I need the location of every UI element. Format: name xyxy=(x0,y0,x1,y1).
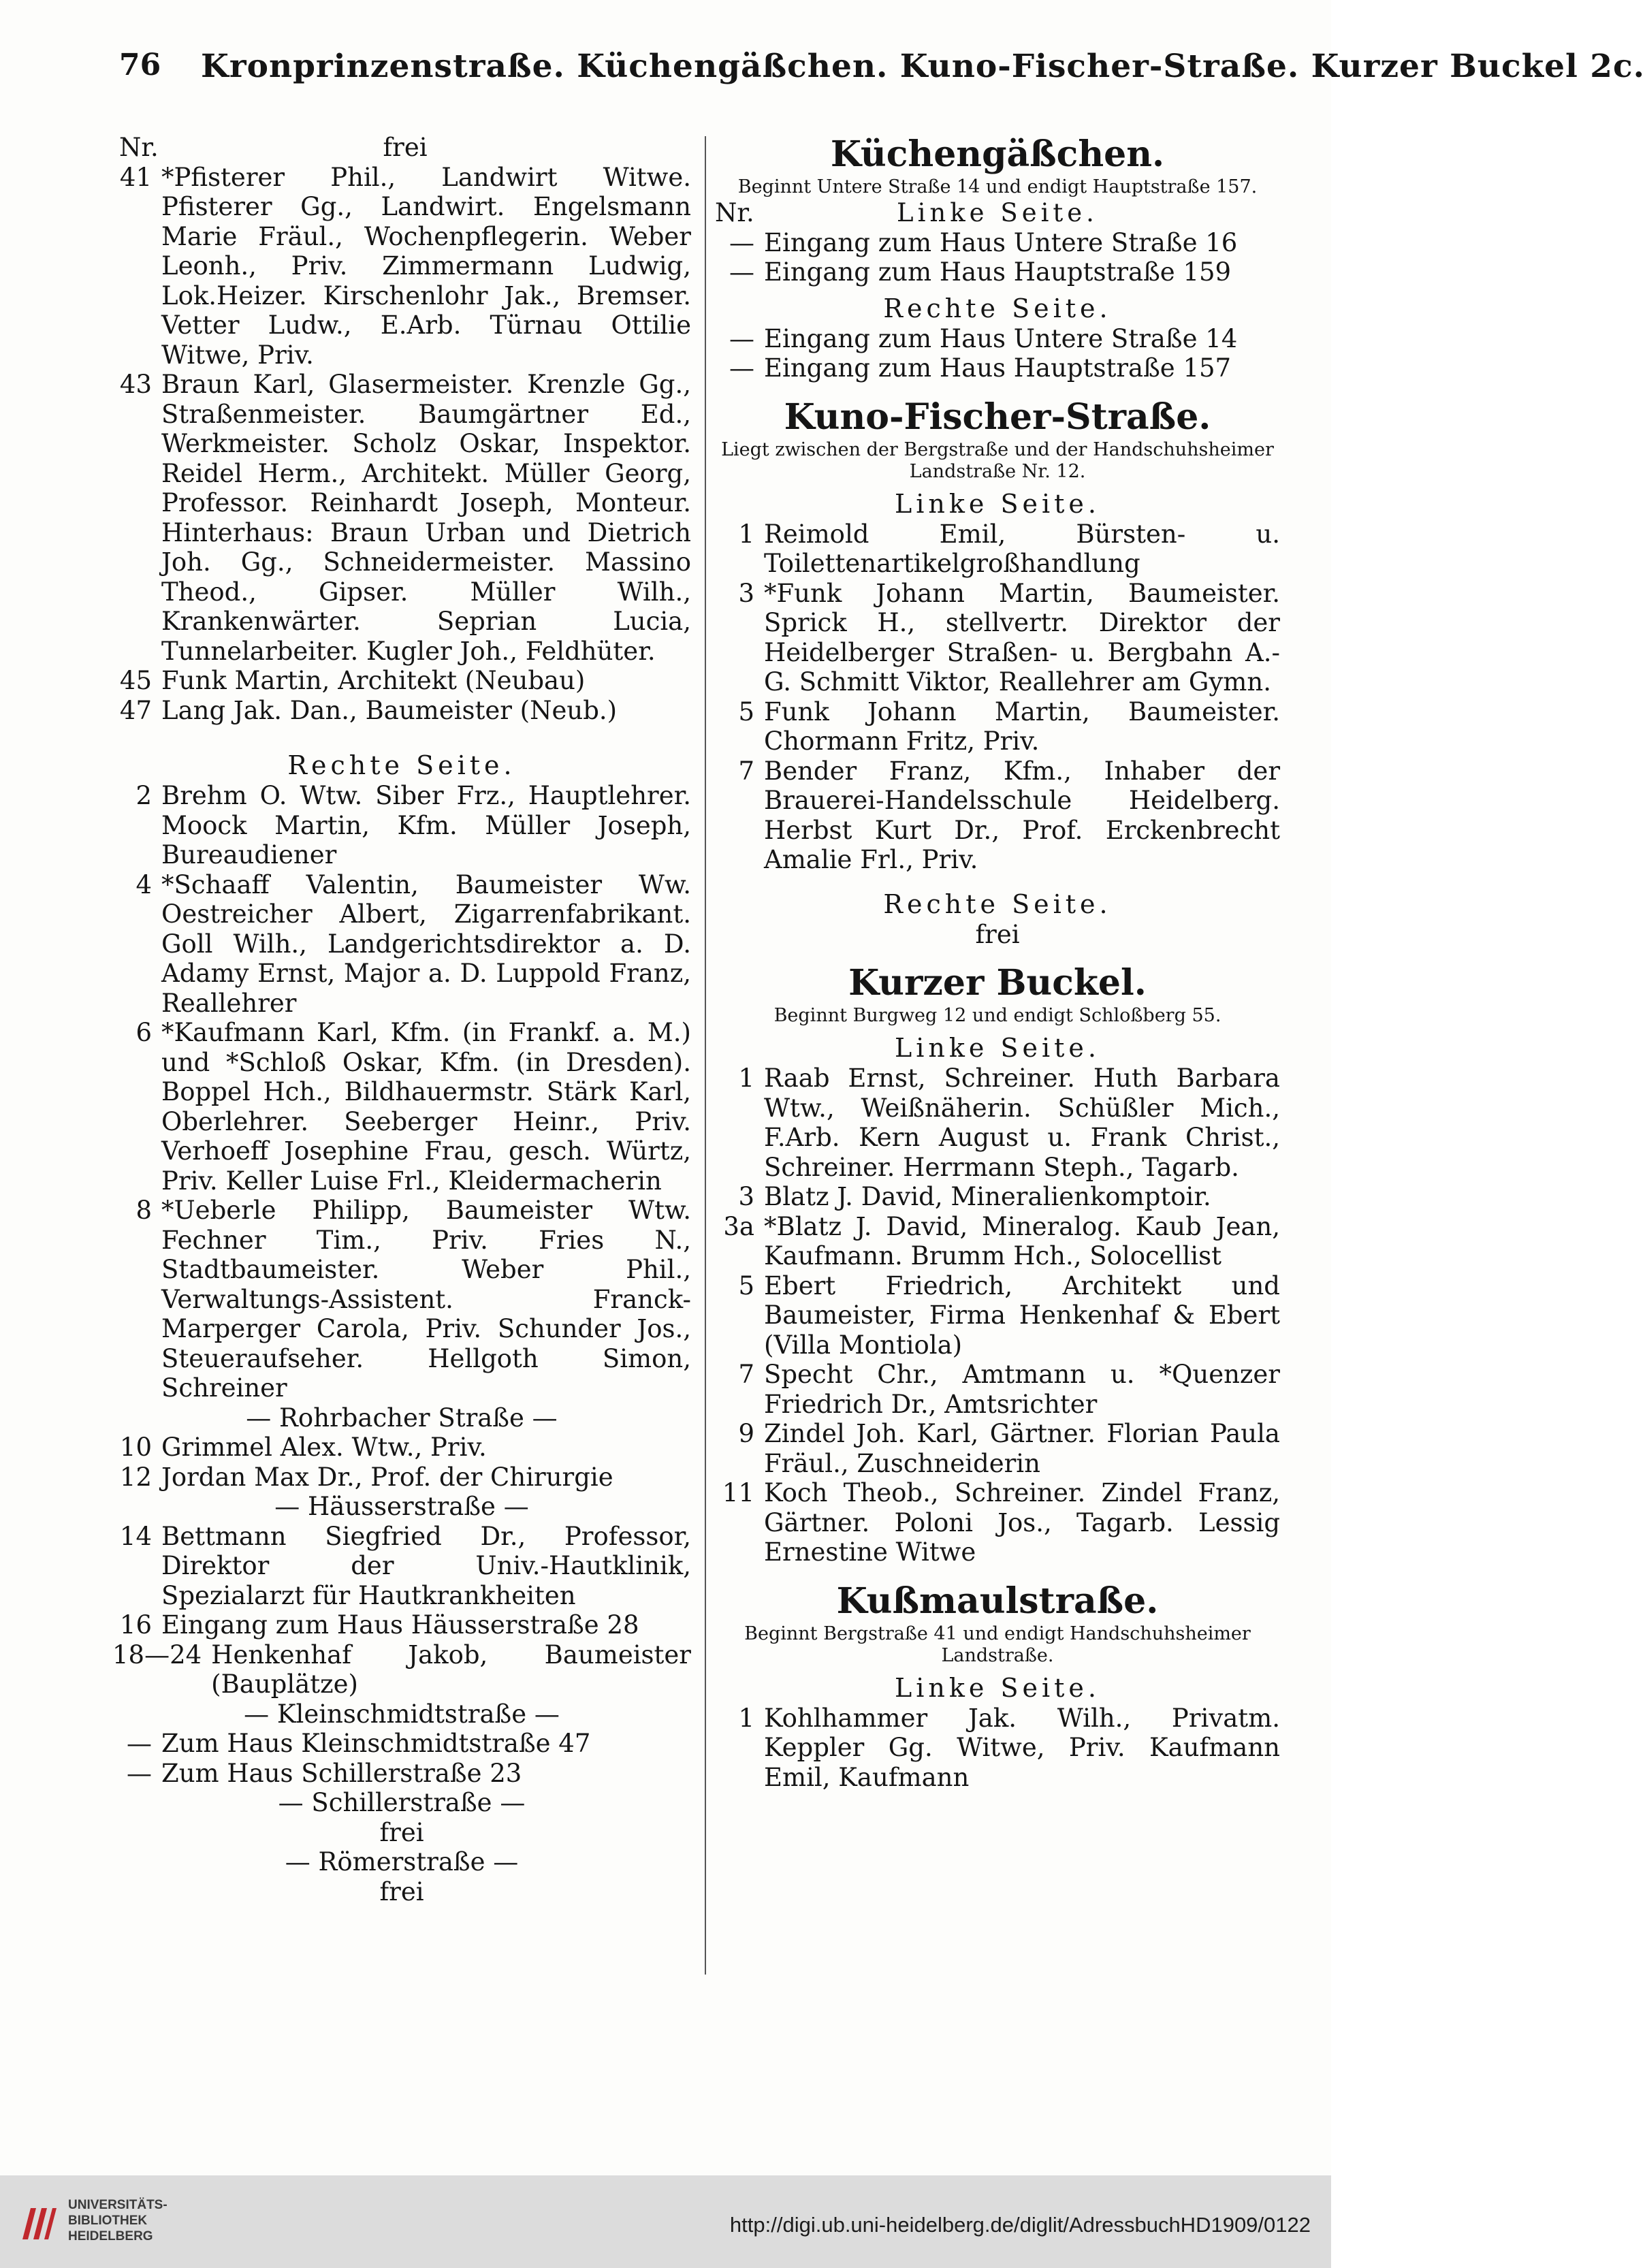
resident-text: Reimold Emil, Bürsten- u. Toilettenartikelgroßhandlung xyxy=(764,519,1280,578)
house-number: 18—24 xyxy=(112,1640,202,1670)
house-number: 14 xyxy=(119,1521,152,1551)
street-heading-kurzer-buckel: Kurzer Buckel. xyxy=(848,962,1147,1004)
address-entry xyxy=(112,1196,691,1403)
house-number: 7 xyxy=(738,756,754,786)
house-number: 47 xyxy=(119,695,152,725)
resident-text: Eingang zum Haus Häusserstraße 28 xyxy=(161,1610,639,1640)
address-entry xyxy=(715,1478,1280,1567)
house-number: 3 xyxy=(738,578,754,608)
linke-seite-heading: Linke Seite. xyxy=(895,1033,1100,1063)
linke-seite-heading: Linke Seite. xyxy=(895,1672,1100,1703)
section-separator: — Römerstraße — xyxy=(285,1847,519,1876)
address-entry xyxy=(715,756,1280,875)
address-entry xyxy=(715,1182,1280,1212)
section-separator: — Kleinschmidtstraße — xyxy=(244,1699,560,1729)
entry-list xyxy=(715,1704,1280,1793)
house-number: 1 xyxy=(738,1703,754,1733)
house-number: 11 xyxy=(722,1478,754,1507)
address-entry xyxy=(715,697,1280,756)
address-entry xyxy=(112,1463,691,1492)
section-separator: — Schillerstraße — xyxy=(278,1788,526,1817)
house-number: 10 xyxy=(119,1433,152,1462)
street-heading-kuno-fischer-strasse: Kuno-Fischer-Straße. xyxy=(784,396,1211,438)
university-library-logo-icon xyxy=(17,2203,59,2245)
page-header xyxy=(119,48,1645,102)
resident-text: *Funk Johann Martin, Baumeister. Sprick H., stellvertr. Direktor der Heidelberger Straßen- u. Bergbahn A.-G. Schmitt Viktor, Reallehrer am Gymn. xyxy=(764,578,1280,697)
resident-text: Eingang zum Haus Untere Straße 16 xyxy=(764,227,1238,257)
house-number: 16 xyxy=(119,1610,152,1640)
nr-label: Nr. xyxy=(715,198,754,227)
resident-text: *Schaaff Valentin, Baumeister Ww. Oestreicher Albert, Zigarrenfabrikant. Goll Wilh., Landgerichtsdirektor a. D. Adamy Ernst, Major a. D. Luppold Franz, Reallehrer xyxy=(161,869,691,1018)
address-entry xyxy=(112,870,691,1019)
resident-text: Blatz J. David, Mineralienkomptoir. xyxy=(764,1182,1211,1211)
address-entry xyxy=(715,1419,1280,1478)
resident-text: *Pfisterer Phil., Landwirt Witwe. Pfisterer Gg., Landwirt. Engelsmann Marie Fräul., Wochenpflegerin. Weber Leonh., Priv. Zimmermann Ludwig, Lok.Heizer. Kirschenlohr Jak., Bremser. Vetter Ludw., E.Arb. Türnau Ottilie Witwe, Priv. xyxy=(161,162,691,370)
house-number: 1 xyxy=(738,1064,754,1093)
running-title: Kronprinzenstraße. Küchengäßchen. Kuno-Fischer-Straße. Kurzer Buckel 2c. xyxy=(201,48,1645,85)
frei-label: frei xyxy=(975,919,1020,949)
house-number: 2 xyxy=(135,781,152,810)
nr-label: Nr. xyxy=(119,133,159,162)
street-description: Beginnt Untere Straße 14 und endigt Hauptstraße 157. xyxy=(737,176,1258,197)
address-entry xyxy=(112,1433,691,1463)
house-number: 12 xyxy=(119,1462,152,1492)
resident-text: Brehm O. Wtw. Siber Frz., Hauptlehrer. Moock Martin, Kfm. Müller Joseph, Bureaudiener xyxy=(161,781,691,869)
house-number: 3 xyxy=(738,1182,754,1211)
linke-seite-heading: Linke Seite. xyxy=(897,198,1098,227)
street-description: Liegt zwischen der Bergstraße und der Handschuhsheimer Landstraße Nr. 12. xyxy=(721,438,1274,482)
entry-list xyxy=(715,1064,1280,1567)
resident-text: Grimmel Alex. Wtw., Priv. xyxy=(161,1433,487,1462)
house-number: 5 xyxy=(738,697,754,726)
house-number: — xyxy=(127,1729,152,1758)
house-number: — xyxy=(729,257,754,287)
resident-text: *Kaufmann Karl, Kfm. (in Frankf. a. M.) und *Schloß Oskar, Kfm. (in Dresden). Boppel Hch., Bildhauermstr. Stärk Karl, Oberlehrer. Seeberger Heinr., Priv. Verhoeff Josephine Frau, gesch. Würtz, Priv. Keller Luise Frl., Kleidermacherin xyxy=(161,1018,691,1196)
resident-text: *Blatz J. David, Mineralog. Kaub Jean, Kaufmann. Brumm Hch., Solocellist xyxy=(764,1211,1280,1271)
address-entry xyxy=(715,228,1280,258)
house-number: — xyxy=(729,323,754,353)
library-name xyxy=(68,2197,167,2244)
resident-text: Braun Karl, Glasermeister. Krenzle Gg., Straßenmeister. Baumgärtner Ed., Werkmeister. Scholz Oskar, Inspektor. Reidel Herm., Architekt. Müller Georg, Professor. Reinhardt Joseph, Monteur. Hinterhaus: Braun Urban und Dietrich Joh. Gg., Schneidermeister. Massino Theod., Gipser. Müller Wilh., Krankenwärter. Seprian Lucia, Tunnelarbeiter. Kugler Joh., Feldhüter. xyxy=(161,370,691,666)
house-number: 7 xyxy=(738,1360,754,1389)
rechte-seite-heading: Rechte Seite. xyxy=(287,750,516,780)
rechte-seite-heading: Rechte Seite. xyxy=(883,889,1112,919)
left-entry-list xyxy=(112,163,691,726)
street-description: Beginnt Burgweg 12 und endigt Schloßberg 55. xyxy=(773,1005,1221,1026)
resident-text: Raab Ernst, Schreiner. Huth Barbara Wtw., Weißnäherin. Schüßler Mich., F.Arb. Kern August u. Frank Christ., Schreiner. Herrmann Steph., Tagarb. xyxy=(764,1064,1280,1182)
library-name-line: HEIDELBERG xyxy=(68,2229,153,2243)
address-entry xyxy=(112,1759,691,1789)
house-number: 3a xyxy=(723,1211,754,1241)
nr-header-row xyxy=(715,198,1280,228)
right-column xyxy=(715,133,1280,1792)
address-entry xyxy=(715,1704,1280,1793)
section-separator: frei xyxy=(379,1876,424,1906)
house-number: 8 xyxy=(135,1196,152,1225)
house-number: 45 xyxy=(119,666,152,695)
house-number: 41 xyxy=(119,162,152,192)
section-separator: — Häusserstraße — xyxy=(274,1492,529,1521)
entry-list xyxy=(715,520,1280,875)
street-heading-kussmaulstrasse: Kußmaulstraße. xyxy=(836,1580,1159,1622)
resident-text: Henkenhaf Jakob, Baumeister (Bauplätze) xyxy=(211,1640,691,1699)
address-entry xyxy=(715,1271,1280,1360)
resident-text: Zum Haus Kleinschmidtstraße 47 xyxy=(161,1729,591,1758)
library-name-line: BIBLIOTHEK xyxy=(68,2214,148,2228)
house-number: 9 xyxy=(738,1419,754,1448)
viewer-footer xyxy=(0,2175,1331,2268)
resident-text: Lang Jak. Dan., Baumeister (Neub.) xyxy=(161,695,618,725)
address-entry xyxy=(112,163,691,370)
address-entry xyxy=(112,1729,691,1759)
entry-list xyxy=(715,228,1280,287)
resident-text: Bender Franz, Kfm., Inhaber der Brauerei-Handelsschule Heidelberg. Herbst Kurt Dr., Prof. Erckenbrecht Amalie Frl., Priv. xyxy=(764,756,1280,874)
entry-list xyxy=(715,324,1280,383)
resident-text: Funk Johann Martin, Baumeister. Chormann Fritz, Priv. xyxy=(764,697,1280,756)
address-entry xyxy=(715,257,1280,287)
house-number: 5 xyxy=(738,1271,754,1300)
library-name-line: UNIVERSITÄTS- xyxy=(68,2198,167,2212)
address-entry xyxy=(112,370,691,666)
resident-text: Eingang zum Haus Untere Straße 14 xyxy=(764,323,1238,353)
resident-text: Bettmann Siegfried Dr., Professor, Direktor der Univ.-Hautklinik, Spezialarzt für Hautkrankheiten xyxy=(161,1521,691,1610)
section-separator: frei xyxy=(379,1817,424,1847)
resident-text: Ebert Friedrich, Architekt und Baumeister, Firma Henkenhaf & Ebert (Villa Montiola) xyxy=(764,1271,1280,1360)
resident-text: Zindel Joh. Karl, Gärtner. Florian Paula Fräul., Zuschneiderin xyxy=(764,1419,1280,1478)
house-number: 1 xyxy=(738,519,754,549)
house-number: 4 xyxy=(135,869,152,899)
left-right-entry-list xyxy=(112,781,691,1906)
frei-label: frei xyxy=(383,133,428,162)
address-entry xyxy=(112,1018,691,1196)
linke-seite-heading: Linke Seite. xyxy=(895,488,1100,519)
address-entry xyxy=(715,1212,1280,1271)
nr-header-row xyxy=(112,133,691,163)
address-entry xyxy=(715,520,1280,579)
address-entry xyxy=(112,1610,691,1640)
house-number: — xyxy=(729,353,754,383)
address-entry xyxy=(112,1640,691,1699)
house-number: — xyxy=(127,1758,152,1788)
address-entry xyxy=(715,1064,1280,1182)
rechte-seite-heading: Rechte Seite. xyxy=(883,293,1112,323)
house-number: — xyxy=(729,227,754,257)
resident-text: *Ueberle Philipp, Baumeister Wtw. Fechner Tim., Priv. Fries N., Stadtbaumeister. Weber Phil., Verwaltungs-Assistent. Franck-Marperger Carola, Priv. Schunder Jos., Steueraufseher. Hellgoth Simon, Schreiner xyxy=(161,1196,691,1403)
address-entry xyxy=(112,666,691,696)
resident-text: Eingang zum Haus Hauptstraße 157 xyxy=(764,353,1232,383)
street-description: Beginnt Bergstraße 41 und endigt Handschuhsheimer Landstraße. xyxy=(744,1623,1251,1666)
resident-text: Funk Martin, Architekt (Neubau) xyxy=(161,666,586,695)
address-entry xyxy=(715,353,1280,383)
street-heading-kuechengaesschen: Küchengäßchen. xyxy=(830,133,1165,175)
address-entry xyxy=(112,1522,691,1611)
resident-text: Eingang zum Haus Hauptstraße 159 xyxy=(764,257,1232,287)
resident-text: Koch Theob., Schreiner. Zindel Franz, Gärtner. Poloni Jos., Tagarb. Lessig Ernestine Witwe xyxy=(764,1478,1280,1567)
resident-text: Zum Haus Schillerstraße 23 xyxy=(161,1758,522,1788)
page-number: 76 xyxy=(119,48,161,82)
house-number: 43 xyxy=(119,370,152,399)
section-separator: — Rohrbacher Straße — xyxy=(246,1403,558,1433)
column-divider xyxy=(705,136,706,1975)
left-column xyxy=(112,133,691,1906)
address-entry xyxy=(112,696,691,726)
address-entry xyxy=(112,781,691,870)
resident-text: Kohlhammer Jak. Wilh., Privatm. Keppler Gg. Witwe, Priv. Kaufmann Emil, Kaufmann xyxy=(764,1703,1280,1792)
resident-text: Specht Chr., Amtmann u. *Quenzer Friedrich Dr., Amtsrichter xyxy=(764,1360,1280,1419)
address-entry xyxy=(715,579,1280,697)
resident-text: Jordan Max Dr., Prof. der Chirurgie xyxy=(161,1462,613,1492)
address-entry xyxy=(715,324,1280,354)
permalink-url[interactable]: http://digi.ub.uni-heidelberg.de/diglit/AdressbuchHD1909/0122 xyxy=(729,2213,1311,2237)
address-entry xyxy=(715,1360,1280,1419)
house-number: 6 xyxy=(135,1018,152,1047)
